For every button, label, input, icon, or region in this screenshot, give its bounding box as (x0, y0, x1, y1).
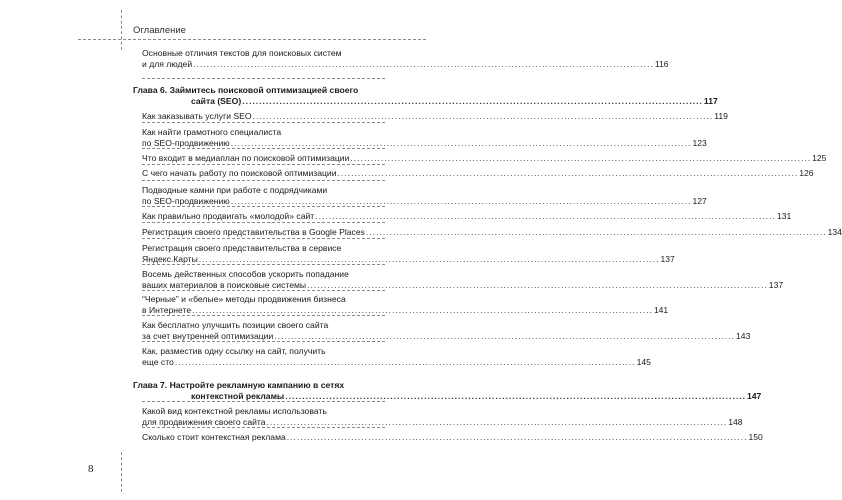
toc-chapter[interactable] (133, 380, 762, 401)
toc-entry[interactable] (133, 320, 751, 341)
leader-dots: ........................................................................................................................................ (266, 416, 728, 427)
leader-dots: ........................................................................................................................................ (242, 95, 703, 106)
toc-entry-page: 137 (768, 279, 784, 290)
separator (142, 148, 385, 149)
toc-entry-text: Регистрация своего представительства в сервисе (142, 243, 342, 253)
toc-entry[interactable] (133, 48, 669, 69)
toc-entry[interactable] (133, 211, 792, 222)
left-margin-rule-bottom (121, 452, 122, 492)
separator (142, 290, 385, 291)
toc-entry-text: С чего начать работу по поисковой оптимизации (142, 168, 337, 178)
toc-entry-text-cont: по SEO-продвижению (142, 195, 230, 206)
toc-entry[interactable] (133, 168, 814, 179)
top-rule (78, 39, 426, 40)
toc-entry-text: Подводные камни при работе с подрядчиками (142, 185, 328, 195)
toc-entry-page: 137 (660, 253, 675, 264)
toc-entry-page: 126 (799, 168, 814, 178)
separator (142, 401, 385, 402)
toc-chapter-page: 147 (747, 390, 762, 401)
toc-entry-text: Какой вид контекстной рекламы использовать (142, 406, 327, 416)
toc-entry-page: 123 (692, 137, 707, 148)
separator (142, 122, 385, 123)
separator (142, 222, 385, 223)
toc-entry-text-cont: Яндекс.Карты (142, 253, 198, 264)
toc-entry-page: 116 (654, 58, 669, 69)
toc-entry-text-cont: в Интернете (142, 304, 192, 315)
toc-entry-page: 143 (736, 330, 751, 341)
leader-dots: ........................................................................................................................................ (230, 195, 692, 206)
toc-entry-text-cont: и для людей (142, 58, 193, 69)
toc-entry[interactable] (133, 127, 707, 148)
toc-entry-page: 125 (812, 153, 827, 163)
separator (142, 341, 385, 342)
toc-entry-text: Основные отличия текстов для поисковых систем (142, 48, 342, 58)
toc-entry[interactable] (133, 111, 728, 122)
toc-chapter-title-cont: сайта (SEO) (191, 95, 242, 106)
toc-chapter-page: 117 (703, 95, 718, 106)
separator (142, 164, 385, 165)
toc-entry-text-cont: ваших материалов в поисковые системы (142, 279, 307, 290)
separator (142, 315, 385, 316)
separator (142, 427, 385, 428)
toc-entry[interactable] (133, 269, 784, 290)
running-header-title: Оглавление (133, 25, 186, 36)
leader-dots: ........................................................................................................................................ (274, 330, 736, 341)
toc-chapter-title-cont: контекстной рекламы (191, 390, 285, 401)
leader-dots: ........................................................................................................................................ (193, 58, 654, 69)
toc-entry-text-cont: за счет внутренней оптимизации (142, 330, 274, 341)
separator (142, 206, 385, 207)
toc-entry-text-cont: еще сто (142, 356, 174, 367)
toc-entry-text: Как, разместив одну ссылку на сайт, получить (142, 346, 326, 356)
left-margin-rule-top (121, 10, 122, 50)
toc-entry[interactable] (133, 294, 669, 315)
separator (142, 78, 385, 79)
leader-dots: ........................................................................................................................................ (350, 153, 812, 163)
leader-dots: ........................................................................................................................................ (307, 279, 768, 290)
leader-dots: ........................................................................................................................................ (192, 304, 653, 315)
toc-entry-page: 131 (776, 211, 792, 221)
toc-entry[interactable] (133, 185, 707, 206)
toc-entry-text: Как бесплатно улучшить позиции своего сайта (142, 320, 329, 330)
leader-dots: ........................................................................................................................................ (365, 227, 827, 237)
toc-entry-text-cont: по SEO-продвижению (142, 137, 230, 148)
toc-entry[interactable] (133, 243, 675, 264)
toc-entry-text: “Черные” и «белые» методы продвижения бизнеса (142, 294, 346, 304)
leader-dots: ........................................................................................................................................ (174, 356, 636, 367)
leader-dots: ........................................................................................................................................ (198, 253, 660, 264)
toc-entry-text: Как найти грамотного специалиста (142, 127, 282, 137)
toc-entry-text: Как заказывать услуги SEO (142, 111, 252, 121)
leader-dots: ........................................................................................................................................ (285, 390, 746, 401)
toc-chapter-title: Глава 7. Настройте рекламную кампанию в сетях (133, 380, 345, 390)
toc-entry[interactable] (133, 346, 651, 367)
toc-chapter[interactable] (133, 85, 718, 106)
leader-dots: ........................................................................................................................................ (315, 211, 776, 221)
separator (142, 264, 385, 265)
toc-entry-text: Восемь действенных способов ускорить попадание (142, 269, 349, 279)
toc-entry[interactable] (133, 153, 827, 164)
toc-entry[interactable] (133, 227, 842, 238)
toc-entry-page: 127 (692, 195, 707, 206)
leader-dots: ........................................................................................................................................ (286, 432, 748, 442)
toc-entry-page: 134 (827, 227, 842, 237)
leader-dots: ........................................................................................................................................ (230, 137, 692, 148)
toc-entry-page: 150 (748, 432, 763, 442)
page-number: 8 (88, 463, 94, 475)
toc-entry[interactable] (133, 432, 763, 443)
toc-entry-page: 145 (636, 356, 651, 367)
separator (142, 238, 385, 239)
toc-entry-text: Регистрация своего представительства в Google Places (142, 227, 365, 237)
toc-chapter-title: Глава 6. Займитесь поисковой оптимизацией своего (133, 85, 359, 95)
leader-dots: ........................................................................................................................................ (252, 111, 714, 121)
separator (142, 180, 385, 181)
toc-entry-page: 148 (728, 416, 743, 427)
toc-entry-text-cont: для продвижения своего сайта (142, 416, 266, 427)
toc-entry-text: Сколько стоит контекстная реклама (142, 432, 286, 442)
toc-entry-text: Что входит в медиаплан по поисковой оптимизации (142, 153, 350, 163)
toc-entry-page: 141 (653, 304, 669, 315)
toc-entry-page: 119 (714, 111, 728, 121)
toc-entry[interactable] (133, 406, 743, 427)
toc-entry-text: Как правильно продвигать «молодой» сайт (142, 211, 315, 221)
leader-dots: ........................................................................................................................................ (337, 168, 799, 178)
